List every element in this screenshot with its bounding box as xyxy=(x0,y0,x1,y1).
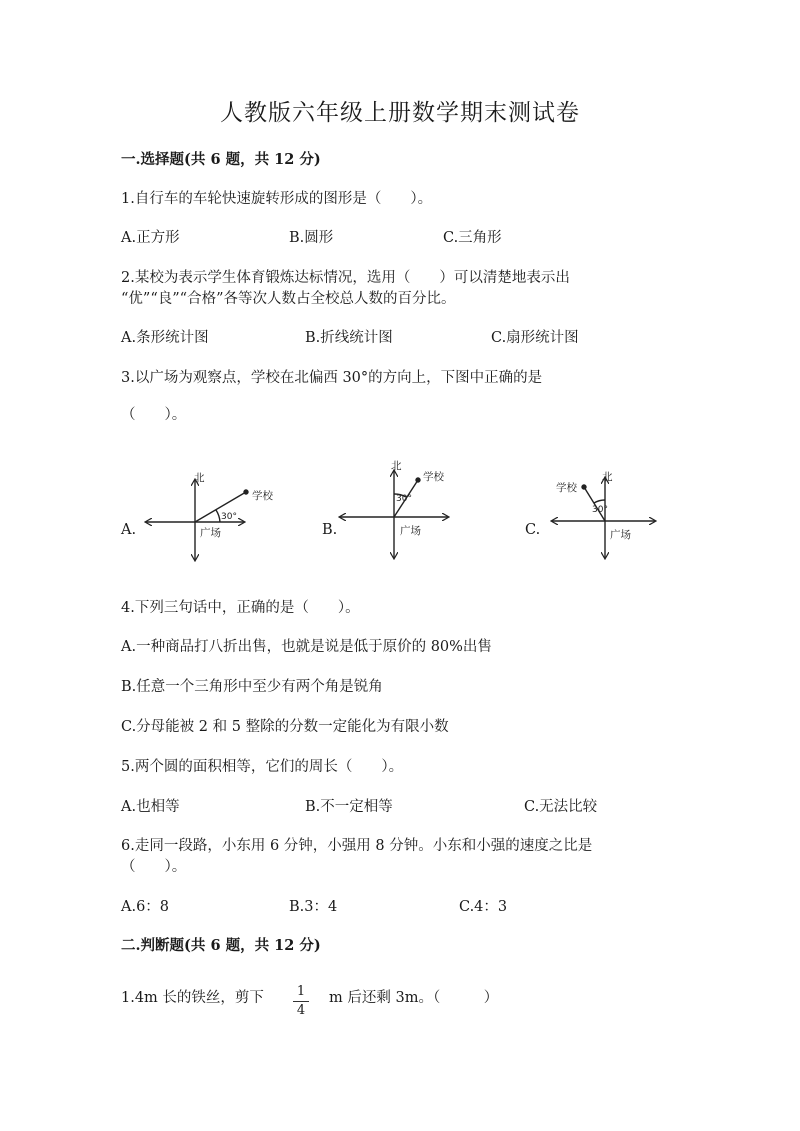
question-3-stem-line-2: （ ）。 xyxy=(121,407,187,423)
question-2-option-b: B.折线统计图 xyxy=(305,330,393,346)
diagram-c-school-label: 学校 xyxy=(556,482,577,494)
question-6-stem-line-1: 6.走同一段路，小东用 6 分钟，小强用 8 分钟。小东和小强的速度之比是 xyxy=(121,838,593,854)
diagram-b-school-label: 学校 xyxy=(423,471,444,483)
question-3-stem-line-1: 3.以广场为观察点，学校在北偏西 30°的方向上，下图中正确的是 xyxy=(121,370,543,386)
question-1-stem: 1.自行车的车轮快速旋转形成的图形是（ ）。 xyxy=(121,191,433,207)
question-6-option-a: A.6：8 xyxy=(121,899,170,915)
section-heading-choice: 一.选择题(共 6 题，共 12 分) xyxy=(121,151,321,168)
diagram-a-square-label: 广场 xyxy=(200,527,221,539)
diagram-a-north-label: 北 xyxy=(194,472,205,484)
diagram-c-angle-arc xyxy=(594,500,605,503)
question-5-option-c: C.无法比较 xyxy=(524,799,598,815)
question-3-option-b-label: B. xyxy=(322,522,338,538)
diagram-a-school-label: 学校 xyxy=(252,490,273,502)
question-2-stem-line-2: “优”“良”“合格”各等次人数占全校总人数的百分比。 xyxy=(121,291,456,307)
fraction-bar xyxy=(293,1001,309,1002)
diagram-c-school-point xyxy=(582,485,586,489)
question-1-option-b: B.圆形 xyxy=(289,230,334,246)
diagram-c-angle-label: 30° xyxy=(592,505,608,515)
page-title: 人教版六年级上册数学期末测试卷 xyxy=(220,100,580,126)
fraction-one-quarter xyxy=(292,984,310,1019)
question-5-option-a: A.也相等 xyxy=(121,799,180,815)
question-4-option-a: A.一种商品打八折出售，也就是说是低于原价的 80%出售 xyxy=(121,639,492,655)
question-3-option-a-label: A. xyxy=(121,522,137,538)
question-4-option-c: C.分母能被 2 和 5 整除的分数一定能化为有限小数 xyxy=(121,719,449,735)
question-4-stem: 4.下列三句话中，正确的是（ ）。 xyxy=(121,600,360,616)
question-5-stem: 5.两个圆的面积相等，它们的周长（ ）。 xyxy=(121,759,404,775)
question-1-option-c: C.三角形 xyxy=(443,230,502,246)
diagram-b-school-point xyxy=(416,478,420,482)
question-6-option-c: C.4：3 xyxy=(459,899,508,915)
diagram-b-angle-label: 30° xyxy=(396,494,412,504)
fraction-denominator: 4 xyxy=(296,1003,306,1018)
diagram-b-north-label: 北 xyxy=(391,460,402,472)
question-3-option-c-label: C. xyxy=(525,522,541,538)
diagram-a-angle-arc xyxy=(216,510,220,522)
question-2-option-a: A.条形统计图 xyxy=(121,330,209,346)
question-1-option-a: A.正方形 xyxy=(121,230,180,246)
diagram-b-square-label: 广场 xyxy=(400,525,421,537)
diagram-c-school-ray xyxy=(584,487,605,521)
question-4-option-b: B.任意一个三角形中至少有两个角是锐角 xyxy=(121,679,383,695)
judgement-1-prefix: 1.4m 长的铁丝，剪下 xyxy=(121,990,264,1006)
question-6-option-b: B.3：4 xyxy=(289,899,338,915)
section-heading-judgement: 二.判断题(共 6 题，共 12 分) xyxy=(121,937,321,954)
diagram-b xyxy=(340,471,448,558)
question-5-option-b: B.不一定相等 xyxy=(305,799,393,815)
question-6-stem-line-2: （ ）。 xyxy=(121,859,187,875)
diagram-a-angle-label: 30° xyxy=(221,512,237,522)
diagram-c-square-label: 广场 xyxy=(610,529,631,541)
fraction-numerator: 1 xyxy=(296,984,306,999)
diagram-c-north-label: 北 xyxy=(602,471,613,483)
question-2-stem-line-1: 2.某校为表示学生体育锻炼达标情况，选用（ ）可以清楚地表示出 xyxy=(121,270,570,286)
diagram-a-school-point xyxy=(244,490,248,494)
judgement-1-suffix: m 后还剩 3m。（ ） xyxy=(329,990,499,1006)
question-2-option-c: C.扇形统计图 xyxy=(491,330,579,346)
